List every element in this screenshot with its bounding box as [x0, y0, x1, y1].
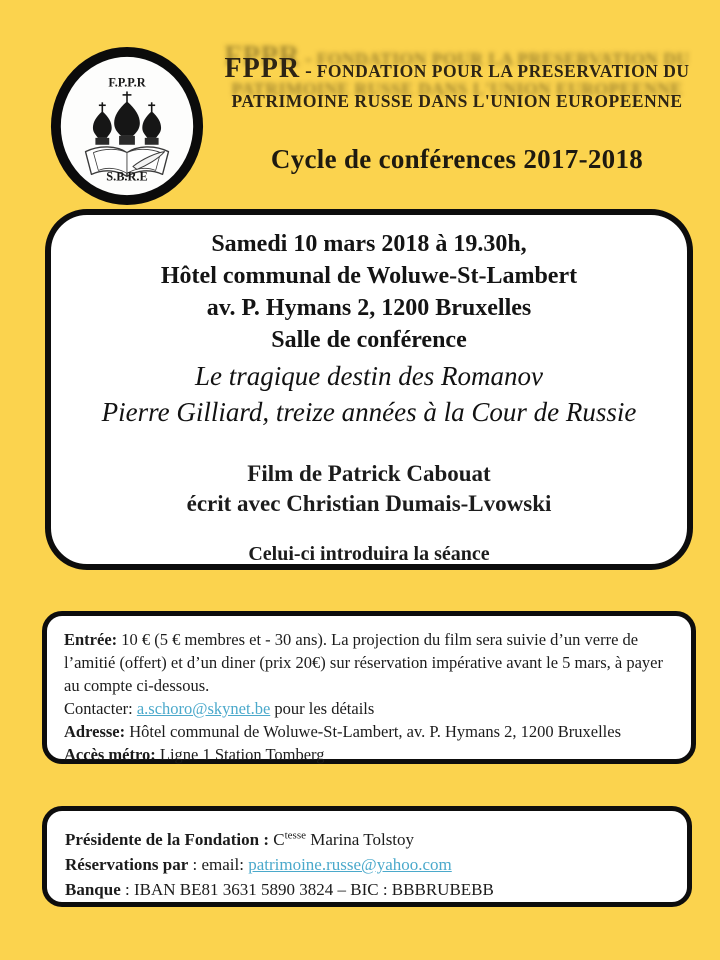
banque-label: Banque: [65, 880, 121, 899]
contact-label: Contacter:: [64, 699, 137, 718]
fppr-logo-graphic: [48, 46, 206, 206]
contact-line: [64, 697, 675, 720]
event-title-line2: Pierre Gilliard, treize années à la Cour de Russie: [101, 397, 637, 427]
event-when-where: [51, 228, 687, 356]
presidente-prefix: C: [269, 830, 285, 849]
event-date: Samedi 10 mars 2018 à 19.30h,: [211, 231, 527, 257]
event-address: av. P. Hymans 2, 1200 Bruxelles: [206, 295, 532, 321]
event-title-line1: Le tragique destin des Romanov: [195, 361, 543, 391]
presidente-line: [65, 827, 669, 852]
entree-line: [64, 628, 675, 697]
org-dash: -: [300, 60, 317, 82]
presidente-sup: tesse: [284, 829, 306, 842]
banque-line: [65, 877, 669, 902]
presidente-name: Marina Tolstoy: [305, 830, 415, 849]
reservations-line: [65, 852, 669, 877]
reservations-label: Réservations par: [65, 855, 189, 874]
metro-text: Ligne 1 Station Tomberg: [155, 745, 325, 764]
event-note: Celui-ci introduira la séance: [248, 543, 490, 565]
adresse-text: Hôtel communal de Woluwe-St-Lambert, av. P. Hymans 2, 1200 Bruxelles: [125, 722, 621, 741]
entree-text: 10 € (5 € membres et - 30 ans). La projection du film sera suivie d’un verre de l’amitié (offert) et d’un diner (prix 20€) sur réservation impérative avant le 5 mars, à payer au compte ci-dessous.: [64, 630, 663, 695]
reservations-mid: : email:: [188, 855, 249, 874]
film-by: Film de Patrick Cabouat: [247, 461, 491, 486]
org-title: [213, 54, 701, 117]
event-title: [51, 358, 687, 430]
contact-suffix: pour les détails: [270, 699, 375, 718]
event-room: Salle de conférence: [271, 327, 467, 353]
conference-cycle-subtitle: Cycle de conférences 2017-2018: [270, 144, 644, 174]
logo-top-text: F.P.P.R: [108, 75, 146, 90]
logo-bottom-text: S.B.R.E: [106, 169, 148, 184]
adresse-label: Adresse:: [64, 722, 126, 741]
org-acronym: FPPR: [224, 53, 301, 84]
event-box: [45, 209, 693, 570]
header: [213, 54, 701, 175]
banque-text: : IBAN BE81 3631 5890 3824 – BIC : BBBRUBEBB: [120, 880, 494, 899]
adresse-line: [64, 720, 675, 743]
contact-email-link[interactable]: a.schoro@skynet.be: [136, 699, 271, 718]
entree-label: Entrée:: [64, 630, 118, 649]
metro-line: [64, 743, 675, 766]
foundation-footer-box: [42, 806, 692, 907]
org-title-line2: PATRIMOINE RUSSE DANS L'UNION EUROPEENNE: [231, 91, 683, 111]
org-title-line1: FONDATION POUR LA PRESERVATION DU: [316, 61, 690, 81]
metro-label: Accès métro:: [64, 745, 156, 764]
fppr-logo: [48, 46, 206, 206]
film-credits: [51, 459, 687, 519]
reservations-email-link[interactable]: patrimoine.russe@yahoo.com: [248, 855, 452, 874]
film-writer: écrit avec Christian Dumais-Lvowski: [186, 491, 552, 516]
practical-info-box: [42, 611, 696, 764]
event-venue: Hôtel communal de Woluwe-St-Lambert: [160, 263, 578, 289]
presidente-label: Présidente de la Fondation :: [65, 830, 269, 849]
